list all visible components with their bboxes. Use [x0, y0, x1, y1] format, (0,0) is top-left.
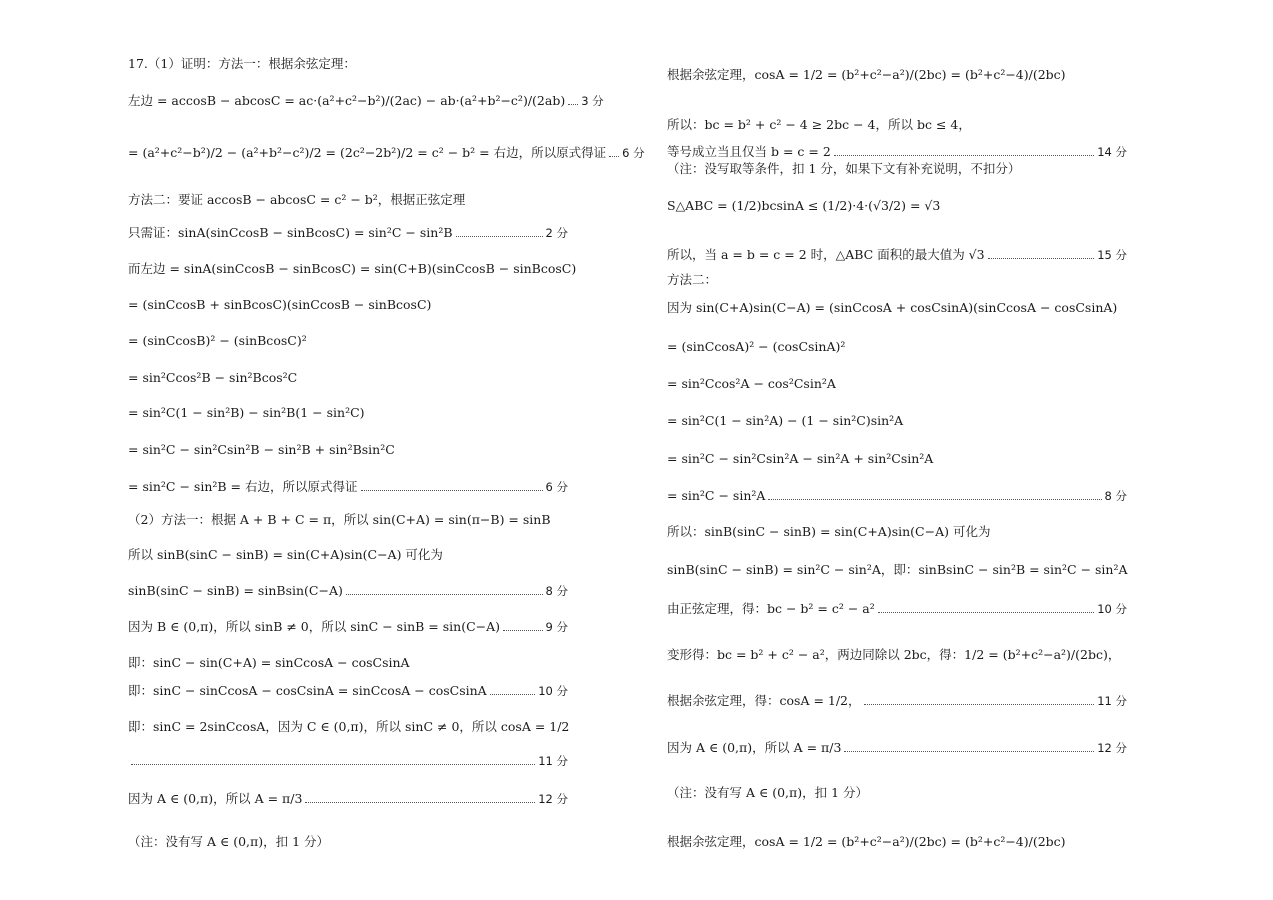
line-text: 即：sinC = 2sinCcosA，因为 C ∈ (0,π)，所以 sinC ≠ 0，所以 cosA = 1/2 [128, 719, 570, 734]
line-text: 只需证：sinA(sinCcosB − sinBcosC) = sin²C − sin²B [128, 225, 453, 240]
solution-line [667, 784, 1127, 802]
line-text: = sin²C(1 − sin²B) − sin²B(1 − sin²C) [128, 405, 365, 420]
leader-dots [305, 802, 535, 803]
line-text: 因为 A ∈ (0,π)，所以 A = π/3 [128, 791, 303, 806]
line-text: = sin²C(1 − sin²A) − (1 − sin²C)sin²A [667, 413, 904, 428]
score-label: 8 分 [545, 584, 568, 598]
line-text: sinB(sinC − sinB) = sin²C − sin²A，即：sinBsinC − sin²B = sin²C − sin²A [667, 562, 1128, 577]
line-text: 所以：bc = b² + c² − 4 ≥ 2bc − 4，所以 bc ≤ 4， [667, 117, 971, 132]
score-label: 6 分 [545, 480, 568, 494]
line-text: 根据余弦定理，cosA = 1/2 = (b²+c²−a²)/(2bc) = (b²+c²−4)/(2bc) [667, 67, 1066, 82]
line-text: （2）方法一：根据 A + B + C = π，所以 sin(C+A) = sin(π−B) = sinB [128, 512, 551, 527]
solution-line [128, 833, 568, 851]
score-label: 11 分 [538, 754, 568, 768]
line-text: 所以 sinB(sinC − sinB) = sin(C+A)sin(C−A) 可化为 [128, 547, 443, 562]
line-text: = sin²C − sin²Csin²B − sin²B + sin²Bsin²C [128, 442, 395, 457]
solution-line [667, 299, 1127, 317]
solution-line [667, 412, 1127, 430]
solution-line [128, 511, 568, 529]
line-text: 所以，当 a = b = c = 2 时，△ABC 面积的最大值为 √3 [667, 247, 985, 262]
solution-line [128, 718, 568, 736]
line-text: 根据余弦定理，得：cosA = 1/2， [667, 693, 861, 708]
line-text: 方法二：要证 accosB − abcosC = c² − b²，根据正弦定理 [128, 192, 466, 207]
solution-line [128, 618, 568, 636]
solution-line [667, 116, 1127, 134]
solution-line [128, 55, 568, 73]
solution-line [128, 654, 568, 672]
leader-dots [456, 236, 543, 237]
line-text: 而左边 = sinA(sinCcosB − sinBcosC) = sin(C+B)(sinCcosB − sinBcosC) [128, 261, 577, 276]
solution-line [667, 143, 1127, 161]
line-text: 由正弦定理，得：bc − b² = c² − a² [667, 601, 875, 616]
solution-line [128, 369, 568, 387]
score-label: 10 分 [538, 684, 568, 698]
leader-dots [131, 764, 535, 765]
solution-line [128, 582, 568, 600]
line-text: 即：sinC − sinCcosA − cosCsinA = sinCcosA − cosCsinA [128, 683, 487, 698]
solution-line [667, 523, 1127, 541]
leader-dots [568, 104, 578, 105]
solution-line [667, 375, 1127, 393]
solution-line [128, 332, 568, 350]
line-text: 所以：sinB(sinC − sinB) = sin(C+A)sin(C−A) 可化为 [667, 524, 991, 539]
score-label: 6 分 [622, 146, 645, 160]
line-text: S△ABC = (1/2)bcsinA ≤ (1/2)·4·(√3/2) = √3 [667, 198, 941, 213]
solution-line [667, 271, 1127, 289]
solution-line [667, 450, 1127, 468]
solution-line [667, 66, 1127, 84]
line-text: 左边 = accosB − abcosC = ac·(a²+c²−b²)/(2ac) − ab·(a²+b²−c²)/(2ab) [128, 93, 566, 108]
line-text: 即：sinC − sin(C+A) = sinCcosA − cosCsinA [128, 655, 410, 670]
score-label: 3 分 [581, 94, 604, 108]
leader-dots [361, 490, 543, 491]
score-label: 14 分 [1097, 145, 1127, 159]
solution-line [667, 600, 1127, 618]
leader-dots [346, 594, 543, 595]
solution-line [667, 246, 1127, 264]
solution-line [128, 441, 568, 459]
line-text: = (sinCcosB + sinBcosC)(sinCcosB − sinBcosC) [128, 297, 432, 312]
score-label: 2 分 [545, 226, 568, 240]
solution-line [667, 197, 1127, 215]
solution-line [128, 546, 568, 564]
solution-line [128, 144, 645, 162]
leader-dots [864, 704, 1095, 705]
leader-dots [988, 258, 1095, 259]
leader-dots [834, 155, 1094, 156]
solution-line [128, 752, 568, 770]
score-label: 8 分 [1104, 489, 1127, 503]
solution-line [667, 561, 1127, 579]
leader-dots [768, 499, 1101, 500]
line-text: = (a²+c²−b²)/2 − (a²+b²−c²)/2 = (2c²−2b²)/2 = c² − b² = 右边，所以原式得证 [128, 145, 607, 160]
solution-line [128, 682, 568, 700]
leader-dots [878, 612, 1094, 613]
line-text: 根据余弦定理，cosA = 1/2 = (b²+c²−a²)/(2bc) = (b²+c²−4)/(2bc) [667, 834, 1066, 849]
line-text: = sin²Ccos²A − cos²Csin²A [667, 376, 836, 391]
line-text: sinB(sinC − sinB) = sinBsin(C−A) [128, 583, 343, 598]
solution-line [667, 833, 1127, 851]
score-label: 12 分 [1097, 741, 1127, 755]
solution-line [128, 260, 577, 278]
line-text: （注：没有写 A ∈ (0,π)，扣 1 分） [667, 785, 868, 800]
solution-line [128, 478, 568, 496]
line-text: （注：没有写 A ∈ (0,π)，扣 1 分） [128, 834, 329, 849]
solution-line [667, 692, 1127, 710]
solution-line [128, 191, 568, 209]
line-text: 17.（1）证明：方法一：根据余弦定理： [128, 56, 356, 71]
line-text: 因为 sin(C+A)sin(C−A) = (sinCcosA + cosCsinA)(sinCcosA − cosCsinA) [667, 300, 1118, 315]
solution-line [667, 646, 1127, 664]
score-label: 15 分 [1097, 248, 1127, 262]
solution-line [128, 404, 568, 422]
line-text: = sin²Ccos²B − sin²Bcos²C [128, 370, 298, 385]
line-text: 因为 B ∈ (0,π)，所以 sinB ≠ 0，所以 sinC − sinB = sin(C−A) [128, 619, 501, 634]
solution-line [667, 739, 1127, 757]
leader-dots [609, 156, 619, 157]
leader-dots [503, 630, 542, 631]
solution-line [667, 338, 1127, 356]
leader-dots [844, 751, 1094, 752]
line-text: 因为 A ∈ (0,π)，所以 A = π/3 [667, 740, 842, 755]
line-text: = (sinCcosB)² − (sinBcosC)² [128, 333, 307, 348]
line-text: 方法二： [667, 272, 718, 287]
solution-line [667, 487, 1127, 505]
leader-dots [490, 694, 536, 695]
solution-line [667, 160, 1127, 178]
score-label: 11 分 [1097, 694, 1127, 708]
line-text: 变形得：bc = b² + c² − a²，两边同除以 2bc，得：1/2 = (b²+c²−a²)/(2bc)， [667, 647, 1121, 662]
solution-line [128, 92, 604, 110]
line-text: 等号成立当且仅当 b = c = 2 [667, 144, 831, 159]
score-label: 10 分 [1097, 602, 1127, 616]
line-text: = sin²C − sin²A [667, 488, 766, 503]
score-label: 12 分 [538, 792, 568, 806]
line-text: = sin²C − sin²B = 右边，所以原式得证 [128, 479, 358, 494]
score-label: 9 分 [545, 620, 568, 634]
solution-line [128, 790, 568, 808]
line-text: = (sinCcosA)² − (cosCsinA)² [667, 339, 846, 354]
solution-line [128, 224, 568, 242]
line-text: （注：没写取等条件，扣 1 分，如果下文有补充说明，不扣分） [667, 161, 1021, 176]
line-text: = sin²C − sin²Csin²A − sin²A + sin²Csin²A [667, 451, 934, 466]
solution-line [128, 296, 568, 314]
